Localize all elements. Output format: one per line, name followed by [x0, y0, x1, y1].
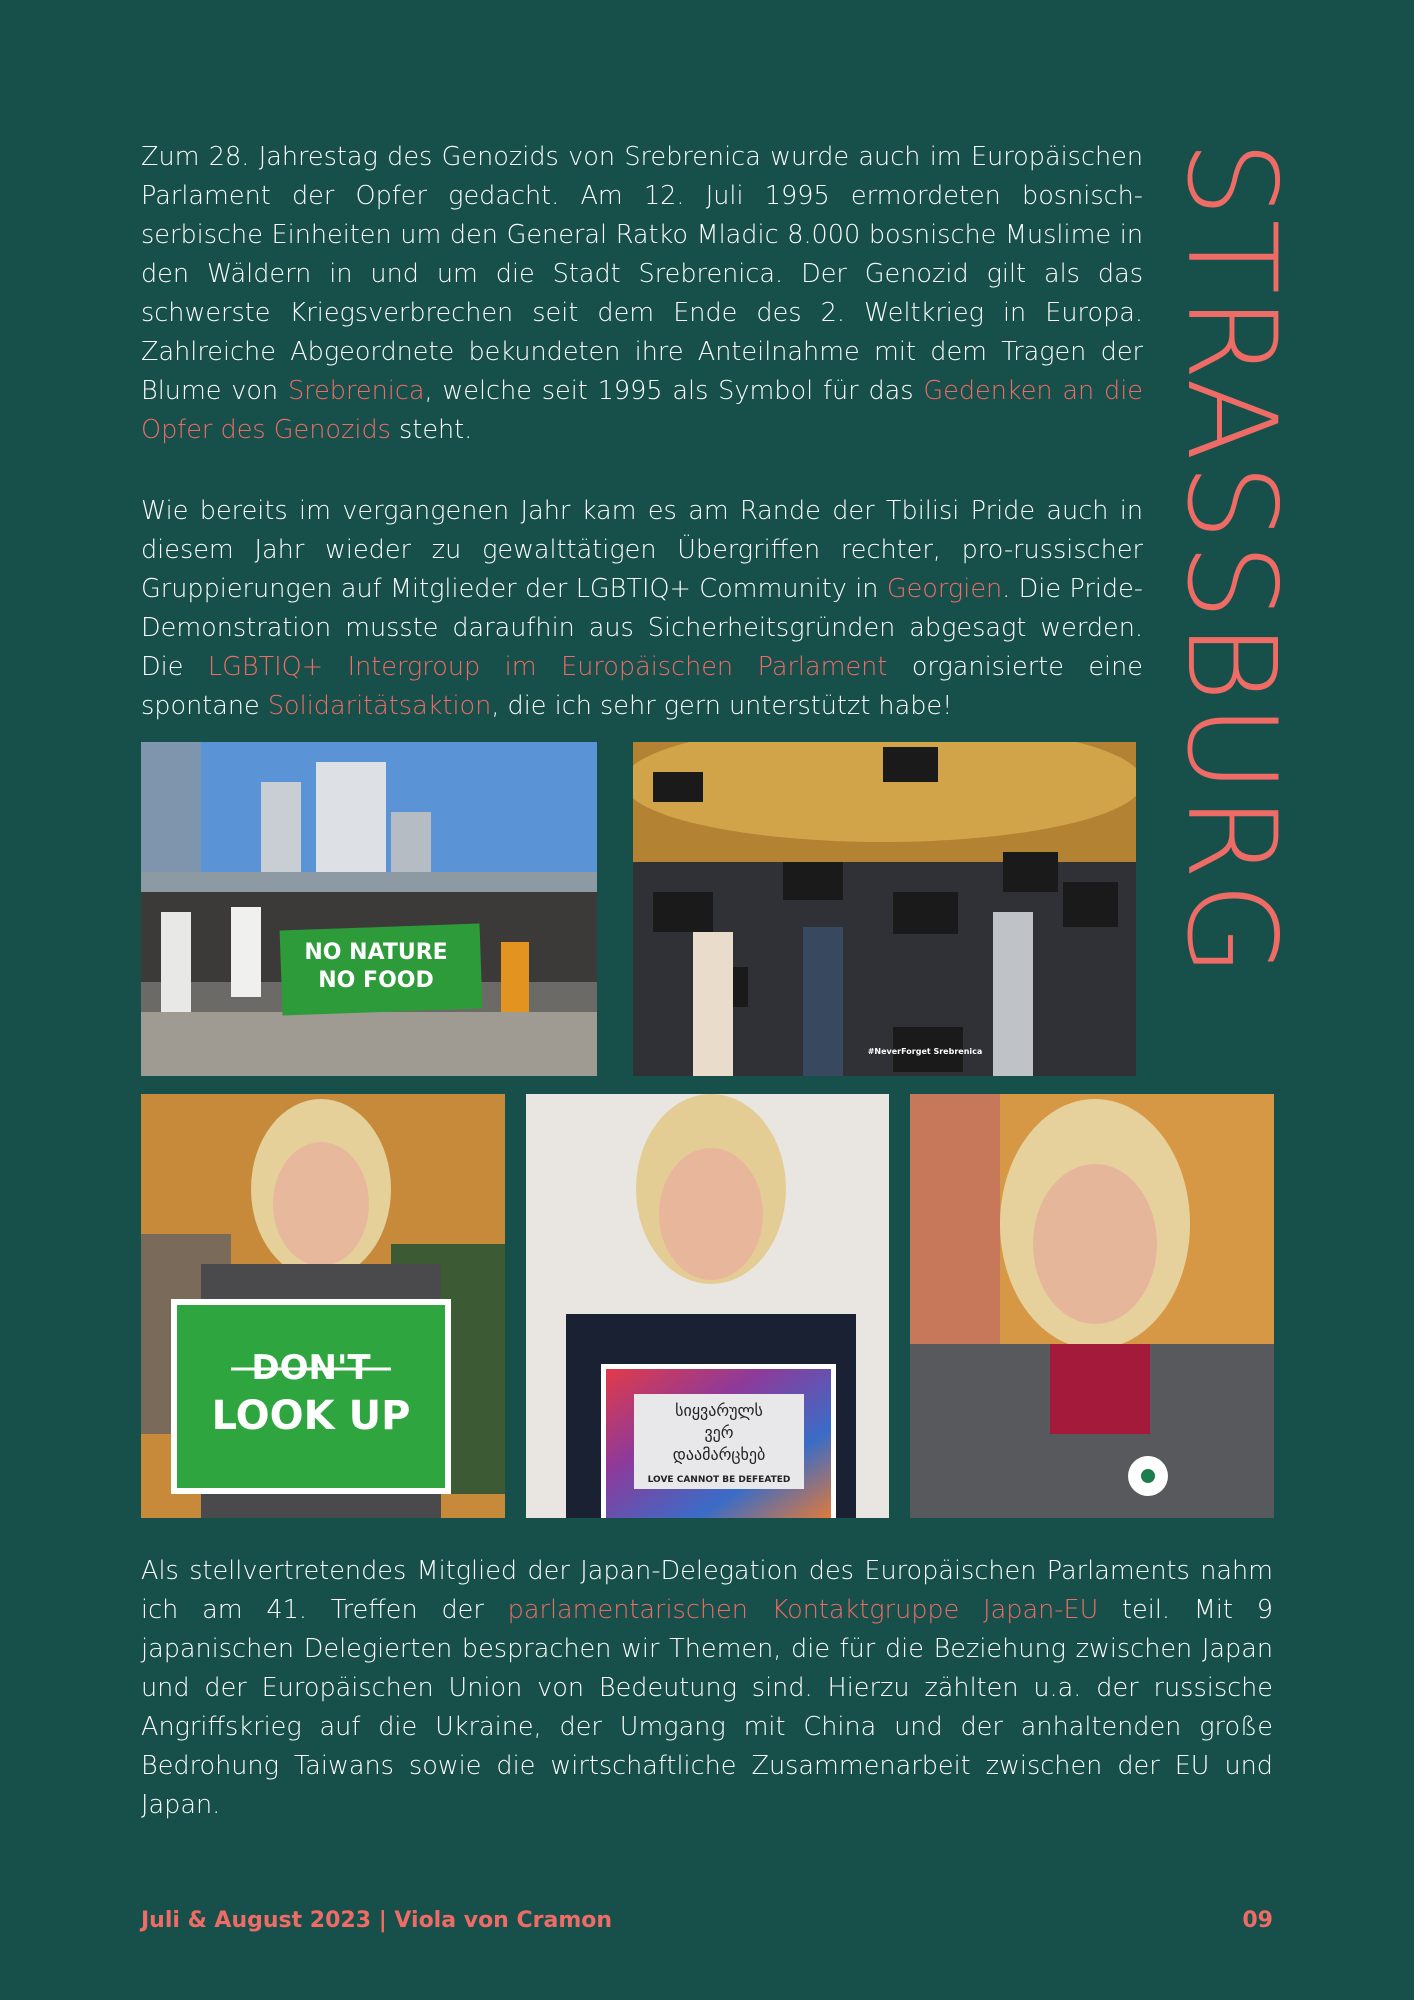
paragraph-japan-delegation — [141, 1552, 1273, 1825]
sign-georgian-line2: ვერ — [704, 1423, 734, 1442]
text: Wie bereits im vergangenen Jahr kam es am Rande der Tbilisi Pride auch in diesem Jahr wieder zu gewalttätigen Übergriffen rechter, pro-russischer Gruppierungen auf Mitglieder der LGBTIQ+ Community in — [141, 496, 1143, 604]
page-title: STRASSBURG — [1160, 140, 1302, 979]
sign-never-forget: #NeverForget Srebrenica — [867, 1047, 983, 1056]
text: steht. — [390, 415, 473, 445]
paragraph-tbilisi-pride — [141, 492, 1143, 726]
footer-issue: Juli & August 2023 | Viola von Cramon — [141, 1908, 613, 1933]
page-number: 09 — [1242, 1908, 1273, 1933]
text: teil. Mit 9 japanischen Delegierten besprachen wir Themen, die für die Beziehung zwischen Japan und der Europäischen Union von Bedeutung sind. Hierzu zählten u.a. der russische Angriffskrieg auf die Ukraine, der Umgang mit China und der anhaltenden große Bedrohung Taiwans sowie die wirtschaftliche Zusammenarbeit zwischen der EU und Japan. — [141, 1595, 1273, 1820]
sign-look-up: LOOK UP — [211, 1393, 411, 1439]
link-gedenken[interactable]: Gedenken an die Opfer des Genozids — [141, 376, 1143, 445]
sign-love-cannot-be-defeated: LOVE CANNOT BE DEFEATED — [647, 1475, 791, 1485]
photo-demonstration — [141, 742, 597, 1076]
sign-georgian-line1: სიყვარულს — [675, 1401, 763, 1420]
photo-srebrenica-group — [633, 742, 1136, 1076]
sign-dont: DON'T — [251, 1348, 371, 1388]
banner-line1: NO NATURE — [304, 940, 448, 965]
sign-georgian-line3: დაამარცხებ — [672, 1445, 766, 1464]
text: , die ich sehr gern unterstützt habe! — [491, 691, 953, 721]
text: organisierte eine spontane — [141, 652, 1143, 721]
link-kontaktgruppe-japan-eu[interactable]: parlamentarischen Kontaktgruppe Japan-EU — [507, 1595, 1099, 1625]
link-srebrenica[interactable]: Srebrenica — [287, 376, 425, 406]
paragraph-srebrenica — [141, 138, 1143, 450]
link-lgbtiq-intergroup[interactable]: LGBTIQ+ Intergroup im Europäischen Parlament — [207, 652, 888, 682]
text: Zum 28. Jahrestag des Genozids von Srebrenica wurde auch im Europäischen Parlament der Opfer gedacht. Am 12. Juli 1995 ermordeten bosnisch-serbische Einheiten um den General Ratko Mladic 8.000 bosnische Muslime in den Wäldern in und um die Stadt Srebrenica. Der Genozid gilt als das schwerste Kriegsverbrechen seit dem Ende des 2. Weltkrieg in Europa. Zahlreiche Abgeordnete bekundeten ihre Anteilnahme mit dem Tragen der Blume von — [141, 142, 1143, 406]
photo-love-cannot-be-defeated — [526, 1094, 889, 1518]
banner-line2: NO FOOD — [318, 968, 434, 993]
text: Als stellvertretendes Mitglied der Japan-Delegation des Europäischen Parlaments nahm ich am 41. Treffen der — [141, 1556, 1273, 1625]
link-georgien[interactable]: Georgien — [886, 574, 1003, 604]
text: , welche seit 1995 als Symbol für das — [424, 376, 924, 406]
text: . Die Pride-Demonstration musste daraufhin aus Sicherheitsgründen abgesagt werden. Die — [141, 574, 1143, 682]
link-solidaritaetsaktion[interactable]: Solidaritätsaktion — [267, 691, 492, 721]
photo-portrait — [910, 1094, 1274, 1518]
photo-dont-look-up — [141, 1094, 505, 1518]
